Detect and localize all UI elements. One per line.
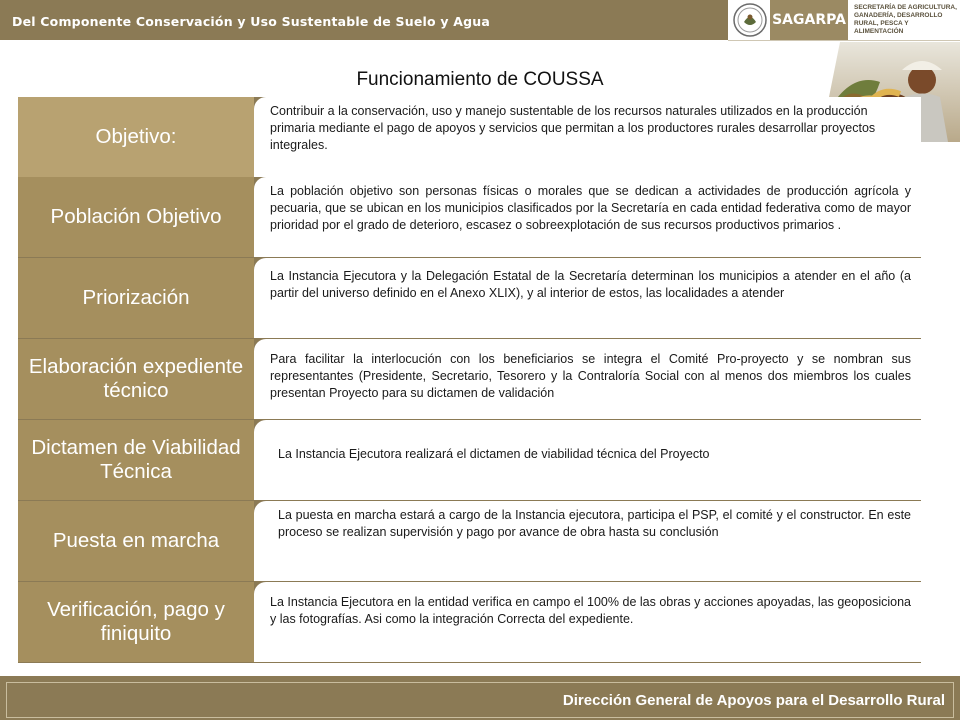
- page-title: Funcionamiento de COUSSA: [356, 69, 604, 90]
- row-content: [254, 97, 921, 177]
- row-content: [254, 501, 921, 581]
- row-priorizacion: [18, 258, 921, 338]
- row-elaboracion-expediente: [18, 339, 921, 419]
- sagarpa-logo: SAGARPA: [770, 0, 848, 40]
- row-puesta-en-marcha: [18, 501, 921, 581]
- header-bar: [0, 0, 960, 40]
- row-label: Puesta en marcha: [18, 501, 254, 581]
- row-text: La Instancia Ejecutora y la Delegación Estatal de la Secretaría determinan los municipios a atender en el año (a partir del universo definido en el Anexo XLIX), y al interior de estos, las localidades a atender: [270, 269, 911, 300]
- row-text: Contribuir a la conservación, uso y manejo sustentable de los recursos naturales utilizados en la producción primaria mediante el pago de apoyos y servicios que permitan a los productores rurales desarrollar proyectos integrales.: [270, 104, 876, 152]
- row-dictamen-viabilidad: [18, 420, 921, 500]
- row-objetivo: [18, 97, 921, 177]
- mexico-seal-icon: [732, 2, 768, 38]
- row-content: [254, 258, 921, 338]
- row-content: [254, 177, 921, 257]
- row-poblacion-objetivo: [18, 177, 921, 257]
- footer-bar: [0, 676, 960, 720]
- row-label: Objetivo:: [18, 97, 254, 177]
- row-label: Elaboración expediente técnico: [18, 339, 254, 419]
- footer-text: Dirección General de Apoyos para el Desarrollo Rural: [562, 692, 945, 709]
- row-label: Priorización: [18, 258, 254, 338]
- sagarpa-logo-block: [728, 0, 960, 41]
- row-label: Dictamen de Viabilidad Técnica: [18, 420, 254, 500]
- row-text: Para facilitar la interlocución con los beneficiarios se integra el Comité Pro-proyecto y se nombran sus representantes (Presidente, Secretario, Tesorero y la Contraloría Social con al menos dos miembros los cuales presentan Proyecto para su dictamen de validación: [270, 352, 911, 400]
- row-text: La Instancia Ejecutora realizará el dictamen de viabilidad técnica del Proyecto: [278, 447, 710, 461]
- header-title: Del Componente Conservación y Uso Sustentable de Suelo y Agua: [12, 14, 490, 29]
- row-label: Verificación, pago y finiquito: [18, 582, 254, 662]
- row-text: La Instancia Ejecutora en la entidad verifica en campo el 100% de las obras y acciones apoyadas, las geoposiciona y las fotografías. Asi como la integración Correcta del expediente.: [270, 595, 911, 626]
- row-verificacion-pago-finiquito: [18, 582, 921, 662]
- secretaria-text: SECRETARÍA DE AGRICULTURA, GANADERÍA, DESARROLLO RURAL, PESCA Y ALIMENTACIÓN: [854, 4, 957, 35]
- row-content: [254, 582, 921, 662]
- footer-frame: [6, 682, 954, 718]
- row-content: [254, 339, 921, 419]
- row-text: La población objetivo son personas físicas o morales que se dedican a actividades de producción agrícola y pecuaria, que se ubican en los municipios clasificados por la Secretaría en cada entidad federativa como de mayor prioridad por el grado de deterioro, escasez o sobreexplotación de sus recursos productivos primarios .: [270, 184, 911, 232]
- row-label: Población Objetivo: [18, 177, 254, 257]
- row-text: La puesta en marcha estará a cargo de la Instancia ejecutora, participa el PSP, el comité y el constructor. En este proceso se realizan supervisión y pago por avance de obra hasta su conclusión: [278, 508, 911, 539]
- row-content: [254, 420, 921, 500]
